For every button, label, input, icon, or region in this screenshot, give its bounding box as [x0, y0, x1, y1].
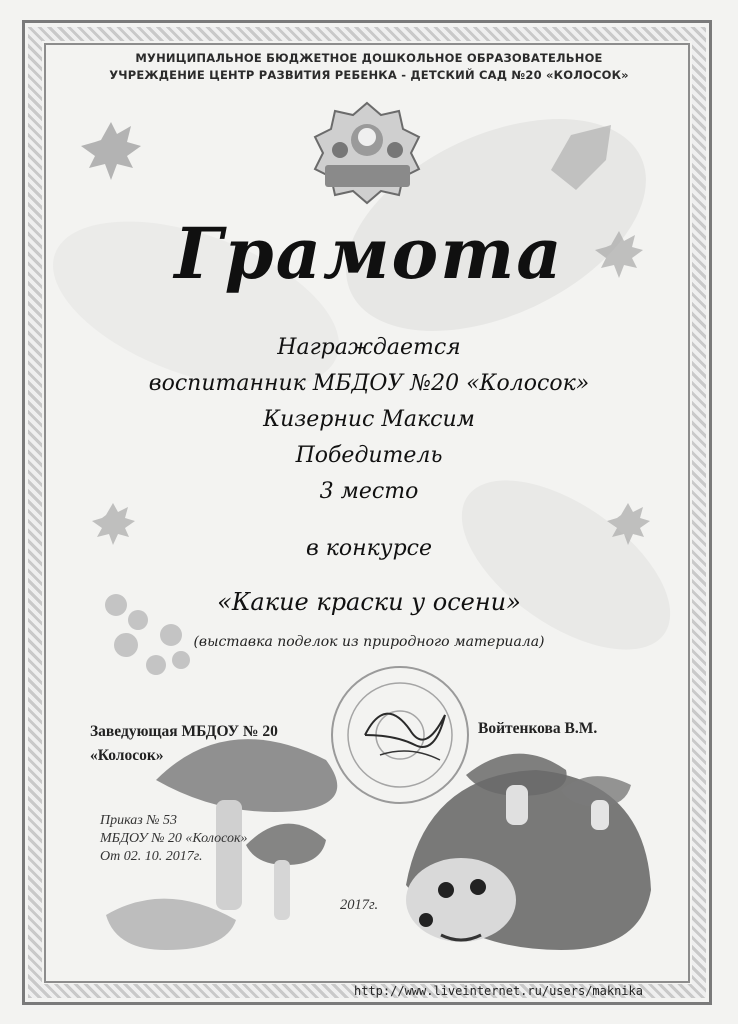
emblem-icon	[300, 95, 435, 210]
header-line-2: УЧРЕЖДЕНИЕ ЦЕНТР РАЗВИТИЯ РЕБЕНКА - ДЕТСКИЙ САД №20 «КОЛОСОК»	[109, 68, 629, 82]
contest-name: «Какие краски у осени»	[217, 588, 521, 616]
round-stamp-icon	[325, 660, 475, 810]
order-line-3: От 02. 10. 2017г.	[100, 849, 203, 864]
signature-position	[90, 720, 278, 768]
institution-header	[60, 50, 678, 84]
recipient-role: воспитанник МБДОУ №20 «Колосок»	[148, 371, 590, 396]
header-line-1: МУНИЦИПАЛЬНОЕ БЮДЖЕТНОЕ ДОШКОЛЬНОЕ ОБРАЗОВАТЕЛЬНОЕ	[135, 51, 603, 65]
winner-status: Победитель	[295, 443, 443, 468]
order-line-1: Приказ № 53	[100, 813, 177, 828]
position-line-1: Заведующая МБДОУ № 20	[90, 723, 278, 740]
maple-leaf-icon	[81, 122, 141, 180]
awarded-text: Награждается	[277, 335, 461, 360]
position-line-2: «Колосок»	[90, 747, 164, 764]
place-text: 3 место	[319, 479, 419, 504]
watermark-url: http://www.liveinternet.ru/users/maknika	[354, 984, 643, 998]
contest-prefix: в конкурсе	[306, 536, 432, 561]
recipient-name: Кизернис Максим	[263, 407, 475, 432]
contest-note: (выставка поделок из природного материала)	[193, 634, 545, 650]
signatory-name: Войтенкова В.М.	[478, 720, 598, 737]
order-reference	[100, 812, 248, 866]
certificate-title: Грамота	[174, 212, 564, 295]
order-line-2: МБДОУ № 20 «Колосок»	[100, 831, 248, 846]
certificate-year: 2017г.	[340, 897, 379, 913]
